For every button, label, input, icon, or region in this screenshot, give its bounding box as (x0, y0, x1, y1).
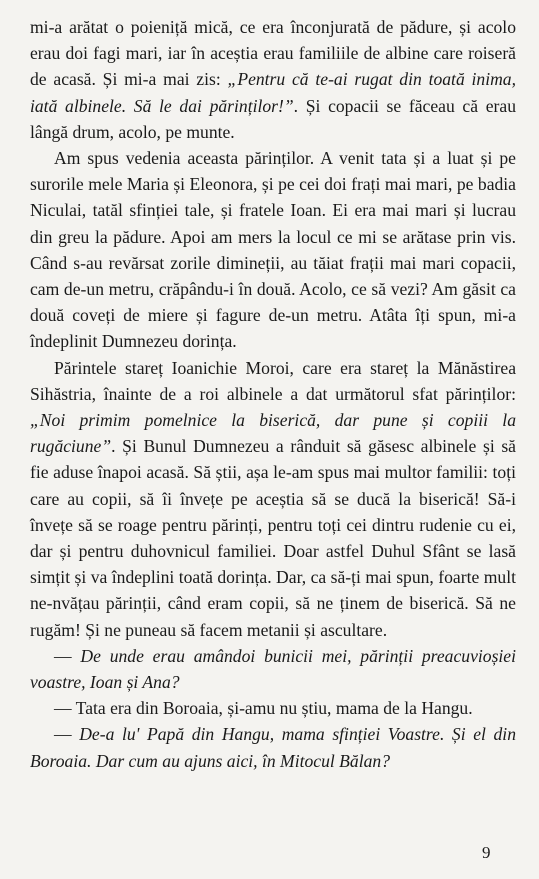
text-run: . Și Bunul Dumnezeu a rânduit să găsesc albinele și să fie aduse înapoi acasă. Să știi, așa le-am spus mai multor familii: toți care au copii, să îi învețe pe aceștia să se ducă la biserică! Să-i învețe să se roage pentru părinți, pentru toți cei dintru rudenie cu ei, dar și pentru duhovnicul familiei. Doar astfel Duhul Sfânt se lasă simțit și va îndeplini toată dorința. Dar, ca să-ți mai spun, foarte mult ne-nvățau părinții, când eram copii, să ne ținem de biserică. Să ne rugăm! Și ne puneau să facem metanii și ascultare. (30, 436, 516, 640)
text-run: — (54, 724, 80, 745)
paragraph (30, 695, 516, 721)
italic-text: „Pentru că te-ai rugat din toată inima, iată albinele. Să le dai părinților!” (30, 69, 516, 116)
paragraph (30, 355, 516, 643)
body-text (30, 14, 516, 774)
text-run: . Și copacii se făceau că erau lângă drum, acolo, pe munte. (30, 95, 516, 142)
text-run: mi-a arătat o poieniță mică, ce era înconjurată de pădure, și acolo erau doi fagi mari, iar în aceștia erau familiile de albine care roiseră de acasă. Și mi-a mai zis: (30, 17, 516, 90)
text-run: Am spus vedenia aceasta părinților. A venit tata și a luat și pe surorile mele Maria și Eleonora, și pe cei doi frați mai mari, pe badia Niculai, tatăl sfinției tale, și fratele Ioan. Ei era mai mari și lucrau din greu la pădure. Apoi am mers la locul ce mi se arătase prin vis. Când s-au revărsat zorile dimineții, au tăiat frații mai mari copacii, cam de-un metru, crăpându-i în două. Acolo, ce să vezi? Am găsit ca două coveți de miere și fagure de-un metru. Atâta îți spun, mi-a îndeplinit Dumnezeu dorința. (30, 148, 516, 352)
text-run: — (54, 645, 81, 666)
paragraph (30, 721, 516, 773)
italic-text: De-a lu' Papă din Hangu, mama sfinției Voastre. Și el din Boroaia. Dar cum au ajuns aici, în Mitocul Bălan? (30, 724, 516, 771)
text-run: Părintele stareț Ioanichie Moroi, care era stareț la Mănăstirea Sihăstria, înainte de a roi albinele a dat următorul sfat părinților: (30, 357, 516, 404)
italic-text: „Noi primim pomelnice la biserică, dar pune și copiii la rugăciune” (30, 410, 516, 457)
paragraph (30, 14, 516, 145)
text-run: — Tata era din Boroaia, și-amu nu știu, mama de la Hangu. (54, 698, 473, 719)
italic-text: De unde erau amândoi bunicii mei, părinții preacuvioșiei voastre, Ioan și Ana? (30, 645, 516, 693)
paragraph (30, 145, 516, 355)
page-number: 9 (482, 843, 491, 862)
paragraph (30, 643, 516, 695)
